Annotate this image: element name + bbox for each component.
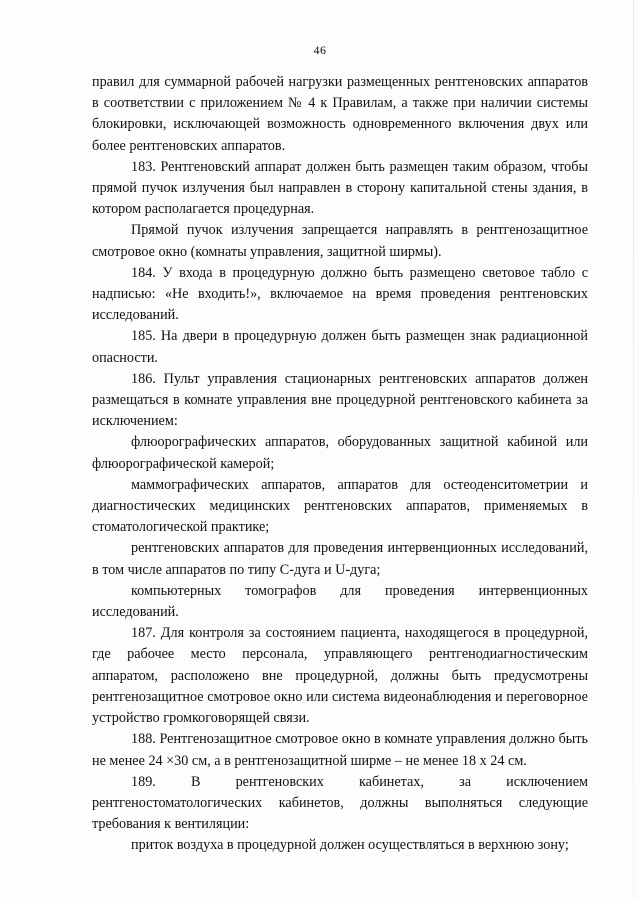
- paragraph-183: 183. Рентгеновский аппарат должен быть размещен таким образом, чтобы прямой пучок излучения был направлен в сторону капитальной стены здания, в котором располагается процедурная.: [92, 158, 588, 218]
- list-item-interventional-xray: рентгеновских аппаратов для проведения интервенционных исследований, в том числе аппаратов по типу С-дуга и U-дуга;: [92, 540, 588, 578]
- paragraph-189: 189. В рентгеновских кабинетах, за исключением рентгеностоматологических кабинетов, должны выполняться следующие требования к вентиляции:: [92, 773, 588, 833]
- paragraph-184: 184. У входа в процедурную должно быть размещено световое табло с надписью: «Не входить!», включаемое на время проведения рентгеновских исследований.: [92, 264, 588, 324]
- paragraph-185: 185. На двери в процедурную должен быть размещен знак радиационной опасности.: [92, 328, 588, 366]
- page-number: 46: [313, 43, 327, 57]
- document-body: [92, 72, 588, 857]
- list-item-ct: компьютерных томографов для проведения интервенционных исследований.: [92, 582, 588, 621]
- paragraph-186: 186. Пульт управления стационарных рентгеновских аппаратов должен размещаться в комнате управления вне процедурной рентгеновского кабинета за исключением:: [92, 370, 588, 430]
- paragraph-188: 188. Рентгенозащитное смотровое окно в комнате управления должно быть не менее 24 ×30 см, а в рентгенозащитной ширме – не менее 18 х 24 см.: [92, 731, 588, 769]
- list-item-fluorographic: флюорографических аппаратов, оборудованных защитной кабиной или флюорографической камерой;: [92, 434, 588, 472]
- paragraph-187: 187. Для контроля за состоянием пациента, находящегося в процедурной, где рабочее место персонала, управляющего рентгенодиагностическим аппаратом, расположено вне процедурной, должны быть предусмотрены рентгенозащитное смотровое окно или система видеонаблюдения и переговорное устройство громкоговорящей связи.: [92, 625, 588, 727]
- list-item-air-supply: приток воздуха в процедурной должен осуществляться в верхнюю зону;: [131, 837, 569, 854]
- paragraph-continued: правил для суммарной рабочей нагрузки размещенных рентгеновских аппаратов в соответствии с приложением № 4 к Правилам, а также при наличии системы блокировки, исключающей возможность одновременного включения двух или более рентгеновских аппаратов.: [92, 74, 588, 154]
- scan-edge: [633, 0, 634, 898]
- paragraph-183-direct-beam: Прямой пучок излучения запрещается направлять в рентгенозащитное смотровое окно (комнаты управления, защитной ширмы).: [92, 222, 588, 260]
- list-item-mammographic: маммографических аппаратов, аппаратов для остеоденситометрии и диагностических медицинских рентгеновских аппаратов, применяемых в стоматологической практике;: [92, 476, 588, 536]
